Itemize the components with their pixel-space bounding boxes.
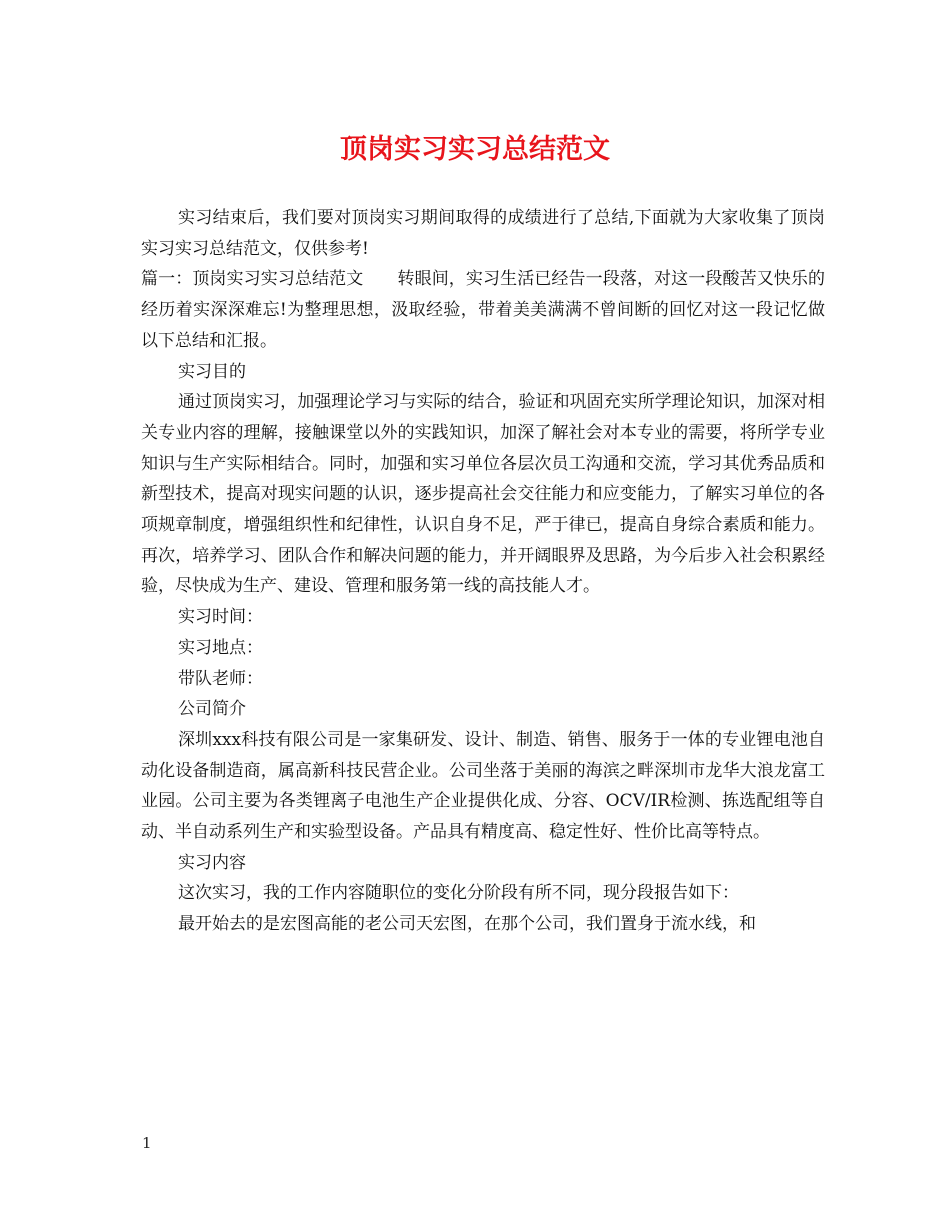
company-heading: 公司简介 <box>178 699 246 720</box>
time-label: 实习时间： <box>178 607 263 628</box>
content-paragraph-2: 最开始去的是宏图高能的老公司天宏图，在那个公司，我们置身于流水线，和 <box>178 914 756 935</box>
document-body <box>141 203 825 940</box>
part1-heading: 篇一：顶岗实习实习总结范文 <box>141 269 364 290</box>
goal-heading: 实习目的 <box>178 361 246 382</box>
content-paragraph-1: 这次实习，我的工作内容随职位的变化分阶段有所不同，现分段报告如下： <box>178 883 739 904</box>
intro-paragraph: 实习结束后，我们要对顶岗实习期间取得的成绩进行了总结,下面就为大家收集了顶岗实习实习总结范文，仅供参考! <box>141 208 825 259</box>
goal-paragraph: 通过顶岗实习，加强理论学习与实际的结合，验证和巩固充实所学理论知识，加深对相关专业内容的理解，接触课堂以外的实践知识，加深了解社会对本专业的需要，将所学专业知识与生产实际相结合。同时，加强和实习单位各层次员工沟通和交流，学习其优秀品质和新型技术，提高对现实问题的认识，逐步提高社会交往能力和应变能力，了解实习单位的各项规章制度，增强组织性和纪律性，认识自身不足，严于律已，提高自身综合素质和能力。再次，培养学习、团队合作和解决问题的能力，并开阔眼界及思路，为今后步入社会积累经验，尽快成为生产、建设、管理和服务第一线的高技能人才。 <box>141 392 825 597</box>
content-heading: 实习内容 <box>178 852 246 873</box>
part1-paragraph <box>141 264 825 356</box>
place-label: 实习地点： <box>178 637 263 658</box>
company-paragraph: 深圳xxx科技有限公司是一家集研发、设计、制造、销售、服务于一体的专业锂电池自动化设备制造商，属高新科技民营企业。公司坐落于美丽的海滨之畔深圳市龙华大浪龙富工业园。公司主要为各类锂离子电池生产企业提供化成、分容、OCV/IR检测、拣选配组等自动、半自动系列生产和实验型设备。产品具有精度高、稳定性好、性价比高等特点。 <box>141 729 825 843</box>
part1-text: 转眼间，实习生活已经告一段落，对这一段酸苦又快乐的经历着实深深难忘!为整理思想，汲取经验，带着美美满满不曾间断的回忆对这一段记忆做以下总结和汇报。 <box>141 269 826 351</box>
teacher-label: 带队老师： <box>178 668 263 689</box>
page-number: 1 <box>142 1134 152 1152</box>
page-title: 顶岗实习实习总结范文 <box>340 134 610 165</box>
